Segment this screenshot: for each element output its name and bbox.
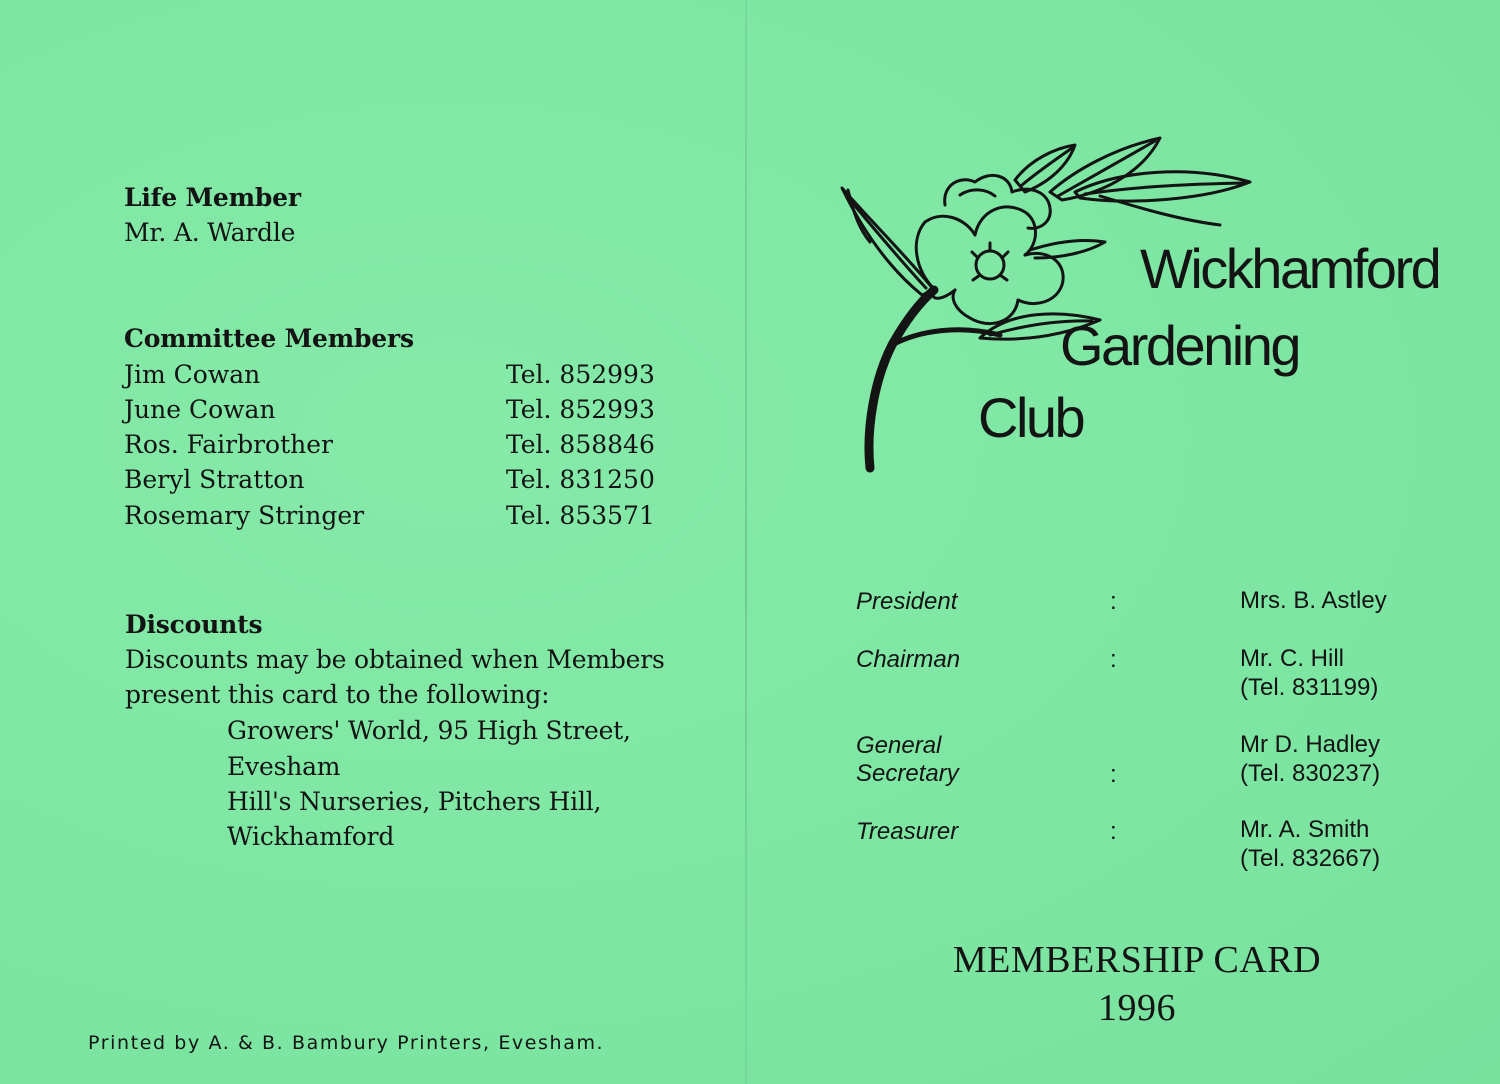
officer-tel: (Tel. 830237) <box>1240 760 1381 787</box>
shop-address-line: Evesham <box>227 752 341 781</box>
committee-row <box>124 465 664 500</box>
member-name: Ros. Fairbrother <box>124 430 333 459</box>
committee-row <box>124 430 664 465</box>
life-member-name: Mr. A. Wardle <box>124 218 296 247</box>
member-tel: Tel. 852993 <box>506 360 655 389</box>
member-tel: Tel. 831250 <box>506 465 655 494</box>
membership-year: 1996 <box>1098 987 1176 1029</box>
club-title-line2: Gardening <box>1060 314 1300 377</box>
shop-address-line: Growers' World, 95 High Street, <box>227 716 631 745</box>
member-name: Jim Cowan <box>124 360 261 389</box>
printer-credit: Printed by A. & B. Bambury Printers, Evesham. <box>88 1032 605 1054</box>
life-member-heading: Life Member <box>124 183 301 212</box>
discounts-intro-line2: present this card to the following: <box>125 680 550 709</box>
member-name: Beryl Stratton <box>124 465 305 494</box>
officer-colon: : <box>1110 588 1117 615</box>
officer-role: President <box>856 588 958 615</box>
officer-name: Mr D. Hadley <box>1240 731 1381 758</box>
officer-role: Chairman <box>856 646 961 673</box>
officer-tel: (Tel. 832667) <box>1240 845 1381 872</box>
officer-role: Secretary <box>856 760 959 787</box>
officer-tel: (Tel. 831199) <box>1240 674 1379 701</box>
officer-colon: : <box>1110 818 1117 845</box>
officer-role: Treasurer <box>856 818 959 845</box>
member-name: Rosemary Stringer <box>124 501 365 530</box>
officer-colon: : <box>1110 761 1117 788</box>
officer-name: Mrs. B. Astley <box>1240 587 1387 614</box>
fold-line <box>745 0 747 1084</box>
discounts-intro-line1: Discounts may be obtained when Members <box>125 645 665 674</box>
discounts-heading: Discounts <box>125 610 263 639</box>
club-title-line1: Wickhamford <box>1140 237 1440 300</box>
committee-row <box>124 395 664 430</box>
committee-row <box>124 360 664 395</box>
committee-row <box>124 501 664 536</box>
member-tel: Tel. 852993 <box>506 395 655 424</box>
officer-name: Mr. A. Smith <box>1240 816 1370 843</box>
club-title-line3: Club <box>978 386 1084 449</box>
membership-title: MEMBERSHIP CARD <box>952 939 1322 981</box>
member-name: June Cowan <box>124 395 276 424</box>
committee-heading: Committee Members <box>124 324 414 353</box>
shop-address-line: Wickhamford <box>227 822 395 851</box>
member-tel: Tel. 858846 <box>506 430 655 459</box>
officer-colon: : <box>1110 646 1117 673</box>
officer-role: General <box>856 732 942 759</box>
member-tel: Tel. 853571 <box>506 501 655 530</box>
shop-address-line: Hill's Nurseries, Pitchers Hill, <box>227 787 602 816</box>
officer-name: Mr. C. Hill <box>1240 645 1344 672</box>
